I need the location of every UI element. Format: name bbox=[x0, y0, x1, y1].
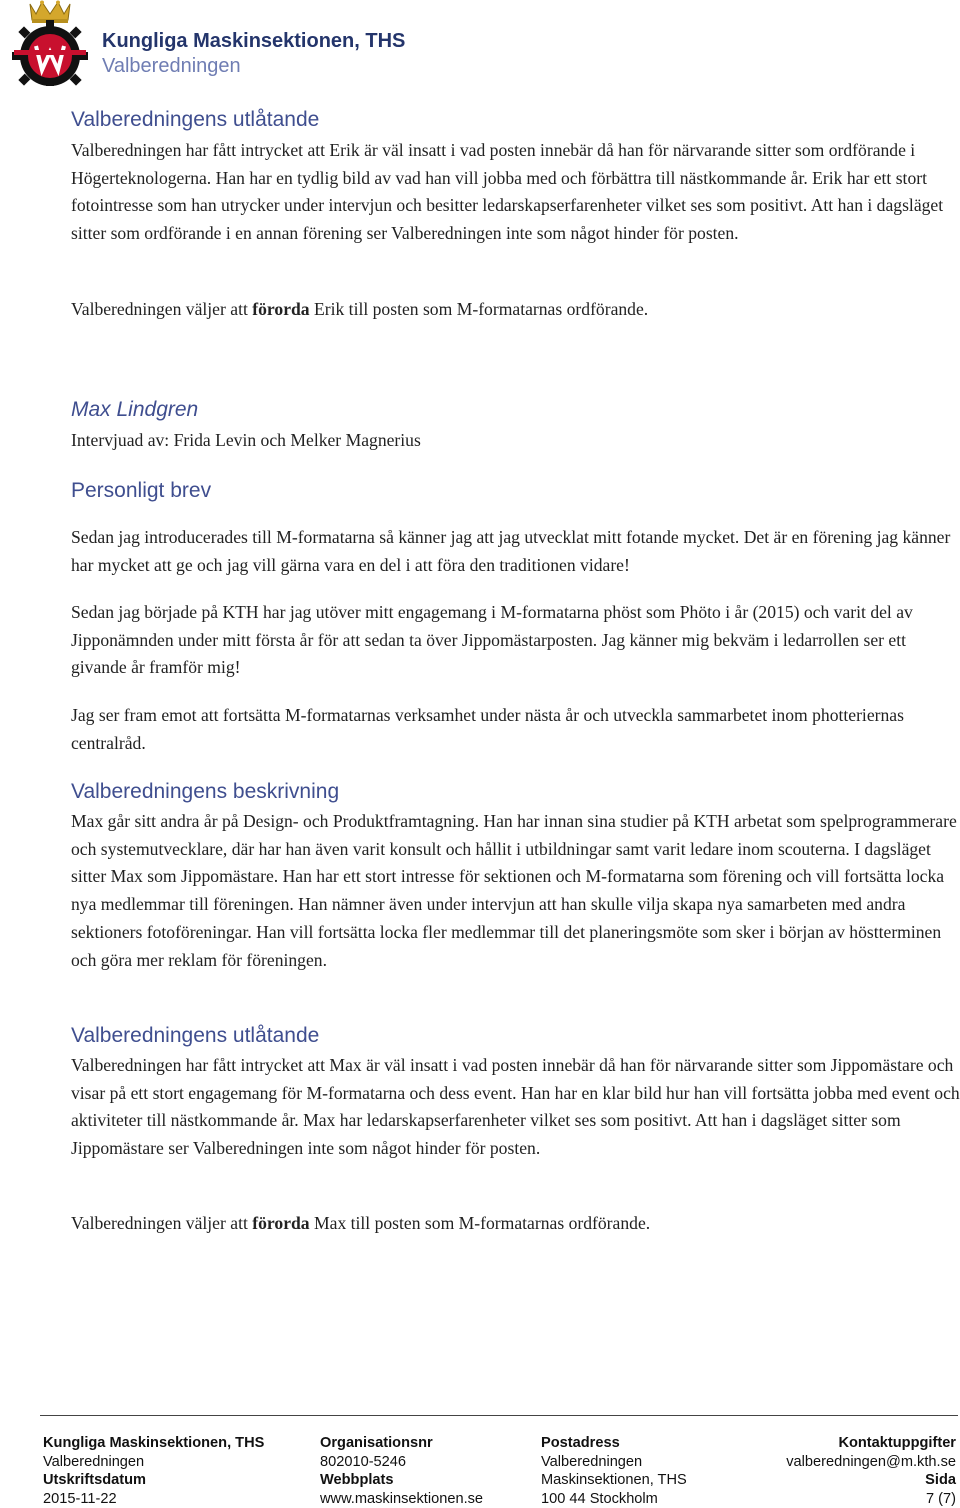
organization-name: Kungliga Maskinsektionen, THS bbox=[102, 30, 405, 53]
recommendation-paragraph bbox=[71, 296, 960, 324]
footer-print-date-label: Utskriftsdatum bbox=[43, 1471, 264, 1490]
footer-orgnr: 802010-5246 bbox=[320, 1453, 483, 1472]
statement-heading-2: Valberedningens utlåtande bbox=[71, 1024, 319, 1048]
statement-paragraph: Valberedningen har fått intrycket att Erik är väl insatt i vad posten innebär då han för närvarande sitter som ordförande i Högerteknologerna. Han har en tydlig bild av vad han vill jobba med och förbättra till nästkommande år. Erik har ett stort fotointresse som han utrycker under intervjun och besitter ledarskapserfarenheter vilket ses som positivt. Att han i dagsläget sitter som ordförande i en annan förening ser Valberedningen inte som något hinder för posten. bbox=[71, 137, 960, 248]
recommendation-paragraph-2 bbox=[71, 1210, 960, 1238]
footer-contact-email[interactable]: valberedningen@m.kth.se bbox=[786, 1453, 956, 1472]
footer-page-label: Sida bbox=[786, 1471, 956, 1490]
footer-col-address bbox=[541, 1434, 687, 1508]
description-heading: Valberedningens beskrivning bbox=[71, 780, 339, 804]
recommendation-text-end: Erik till posten som M-formatarnas ordförande. bbox=[310, 299, 649, 319]
letter-paragraph-3: Jag ser fram emot att fortsätta M-formatarnas verksamhet under nästa år och utveckla sammarbetet inom photteriernas centralråd. bbox=[71, 702, 960, 757]
statement-heading: Valberedningens utlåtande bbox=[71, 108, 319, 132]
statement-paragraph-2: Valberedningen har fått intrycket att Max är väl insatt i vad posten innebär då han för närvarande sitter som Jippomästare och visar på ett stort engagemang för M-formatarna och dess event. Han har en klar bild hur han vill fortsätta jobba med event och aktiviteter till nästkommande år. Max har ledarskapserfarenheter vilket ses som positivt. Att han i dagsläget sitter som Jippomästare ser Valberedningen inte som något hinder för posten. bbox=[71, 1052, 960, 1163]
footer-col-contact bbox=[786, 1434, 956, 1508]
footer-org-committee: Valberedningen bbox=[43, 1453, 264, 1472]
recommendation-verdict: förorda bbox=[252, 1213, 309, 1233]
footer-org-title: Kungliga Maskinsektionen, THS bbox=[43, 1434, 264, 1453]
footer-address-label: Postadress bbox=[541, 1434, 687, 1453]
footer-divider bbox=[40, 1415, 958, 1416]
recommendation-text-end: Max till posten som M-formatarnas ordförande. bbox=[310, 1213, 651, 1233]
footer-col-orgnr bbox=[320, 1434, 483, 1508]
ths-logo bbox=[6, 0, 94, 92]
footer-address-line-1: Valberedningen bbox=[541, 1453, 687, 1472]
letter-paragraph-1: Sedan jag introducerades till M-formatarna så känner jag att jag utvecklat mitt fotande mycket. Det är en förening jag känner har mycket att ge och jag vill gärna vara en del i att föra den traditionen vidare! bbox=[71, 524, 960, 579]
footer-website-label: Webbplats bbox=[320, 1471, 483, 1490]
footer-orgnr-label: Organisationsnr bbox=[320, 1434, 483, 1453]
interviewers: Intervjuad av: Frida Levin och Melker Magnerius bbox=[71, 427, 960, 455]
crown-icon bbox=[30, 1, 70, 24]
gear-icon bbox=[12, 20, 88, 86]
description-paragraph: Max går sitt andra år på Design- och Produktframtagning. Han har innan sina studier på KTH arbetat som spelprogrammerare och systemutvecklare, där har han även varit konsult och hållit i utbildningar samt varit ledare inom scouterna. I dagsläget sitter Max som Jippomästare. Han har ett stort intresse för sektionen och M-formatarna som förening och vill fortsätta locka nya medlemmar till föreningen. Han nämner även under intervjun att han skulle vilja skapa nya samarbeten med andra sektioners fotoföreningar. Han vill fortsätta locka fler medlemmar till det planeringsmöte som sker i början av höstterminen och göra mer reklam för föreningen. bbox=[71, 808, 960, 974]
candidate-name: Max Lindgren bbox=[71, 398, 198, 422]
footer-contact-label: Kontaktuppgifter bbox=[786, 1434, 956, 1453]
recommendation-text: Valberedningen väljer att bbox=[71, 299, 252, 319]
footer-address-line-2: Maskinsektionen, THS bbox=[541, 1471, 687, 1490]
footer-website: www.maskinsektionen.se bbox=[320, 1490, 483, 1508]
committee-name: Valberedningen bbox=[102, 55, 241, 78]
recommendation-verdict: förorda bbox=[252, 299, 309, 319]
letter-paragraph-2: Sedan jag började på KTH har jag utöver mitt engagemang i M-formatarna phöst som Phöto i år (2015) och varit del av Jipponämnden under mitt första år för att sedan ta över Jippomästarposten. Jag känner mig bekväm i ledarrollen ser ett givande år framför mig! bbox=[71, 599, 960, 682]
recommendation-text: Valberedningen väljer att bbox=[71, 1213, 252, 1233]
letter-heading: Personligt brev bbox=[71, 479, 211, 503]
footer-col-organization bbox=[43, 1434, 264, 1508]
footer-page-number: 7 (7) bbox=[786, 1490, 956, 1508]
footer-address-line-3: 100 44 Stockholm bbox=[541, 1490, 687, 1508]
footer-print-date: 2015-11-22 bbox=[43, 1490, 264, 1508]
